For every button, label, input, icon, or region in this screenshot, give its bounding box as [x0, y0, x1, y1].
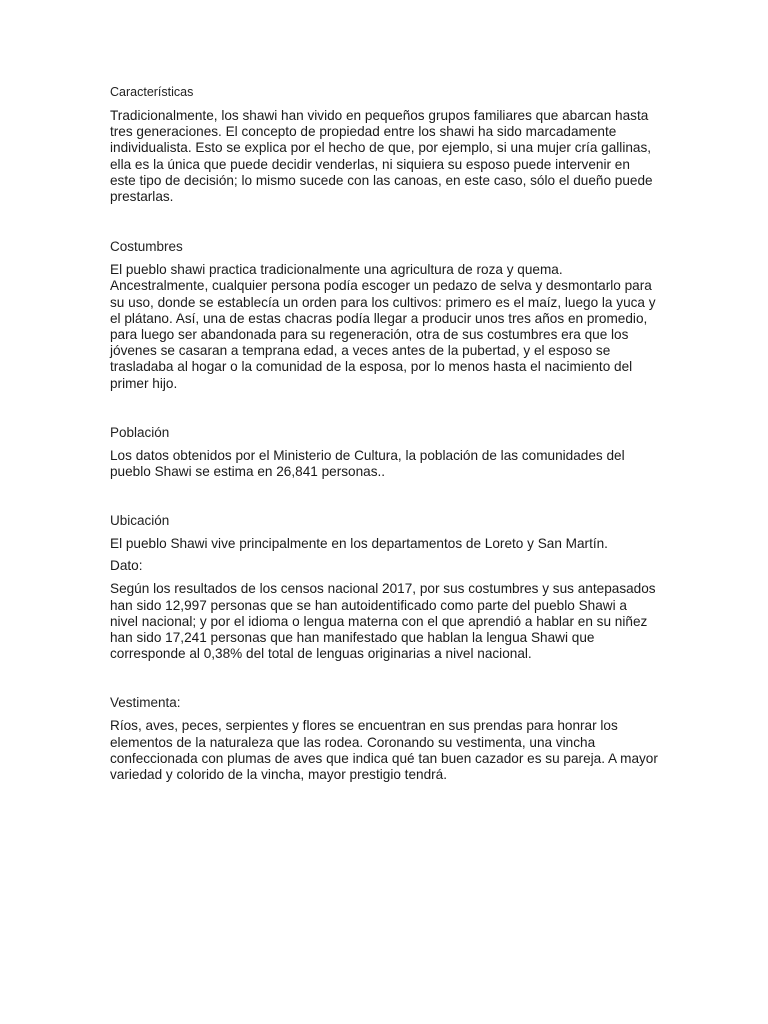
paragraph-costumbres: El pueblo shawi practica tradicionalmente una agricultura de roza y quema. Ancestralmente, cualquier persona podía escoger un pedazo de selva y desmontarlo para su uso, donde se establecía un orden para los cultivos: primero es el maíz, luego la yuca y el plátano. Así, una de estas chacras podía llegar a producir unos tres años en promedio, para luego ser abandonada para su regeneración, otra de sus costumbres era que los jóvenes se casaran a temprana edad, a veces antes de la pubertad, y el esposo se trasladaba al hogar o la comunidad de la esposa, por lo menos hasta el nacimiento del primer hijo. [110, 262, 656, 391]
paragraph-vestimenta: Ríos, aves, peces, serpientes y flores se encuentran en sus prendas para honrar los elementos de la naturaleza que las rodea. Coronando su vestimenta, una vincha confeccionada con plumas de aves que indica qué tan buen cazador es su pareja. A mayor variedad y colorido de la vincha, mayor prestigio tendrá. [110, 718, 658, 783]
paragraph-poblacion: Los datos obtenidos por el Ministerio de Cultura, la población de las comunidades del pueblo Shawi se estima en 26,841 personas.. [110, 447, 625, 480]
section-ubicacion [110, 513, 658, 662]
heading-poblacion: Población [110, 424, 170, 440]
dato-label: Dato: [110, 558, 143, 574]
paragraph-dato: Según los resultados de los censos nacional 2017, por sus costumbres y sus antepasados han sido 12,997 personas que se han autoidentificado como parte del pueblo Shawi a nivel nacional; y por el idioma o lengua materna con el que aprendió a hablar en su niñez han sido 17,241 personas que han manifestado que hablan la lengua Shawi que corresponde al 0,38% del total de lenguas originarias a nivel nacional. [110, 581, 656, 662]
section-poblacion [110, 425, 658, 480]
document-body [110, 84, 658, 783]
heading-vestimenta: Vestimenta: [110, 695, 181, 711]
paragraph-ubicacion: El pueblo Shawi vive principalmente en los departamentos de Loreto y San Martín. [110, 536, 608, 552]
section-vestimenta [110, 695, 658, 783]
paragraph-caracteristicas: Tradicionalmente, los shawi han vivido en pequeños grupos familiares que abarcan hasta tres generaciones. El concepto de propiedad entre los shawi ha sido marcadamente individualista. Esto se explica por el hecho de que, por ejemplo, si una mujer cría gallinas, ella es la única que puede decidir venderlas, ni siquiera su esposo puede intervenir en este tipo de decisión; lo mismo sucede con las canoas, en este caso, sólo el dueño puede prestarlas. [110, 108, 653, 205]
heading-costumbres: Costumbres [110, 239, 183, 255]
heading-ubicacion: Ubicación [110, 513, 170, 529]
section-caracteristicas [110, 84, 658, 205]
section-costumbres [110, 239, 658, 392]
heading-caracteristicas: Características [110, 85, 194, 99]
